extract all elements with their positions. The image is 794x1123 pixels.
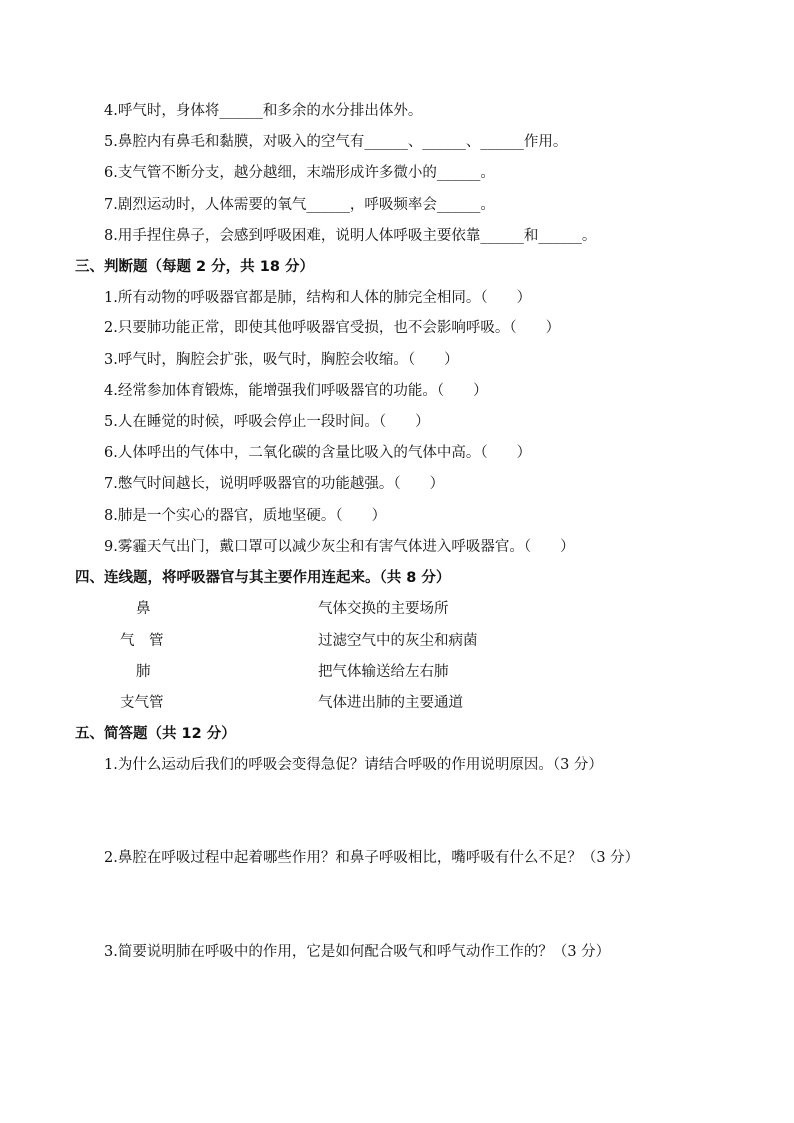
match-function-3: 把气体输送给左右肺 — [318, 664, 449, 680]
section-match-title: 四、连线题，将呼吸器官与其主要作用连起来。（共 8 分） — [75, 570, 451, 586]
fill-blank-q5: 5.鼻腔内有鼻毛和黏膜，对吸入的空气有______、______、______作用。 — [104, 134, 568, 150]
section-short-answer-title: 五、简答题（共 12 分） — [75, 726, 236, 742]
fill-blank-q8: 8.用手捏住鼻子，会感到呼吸困难，说明人体呼吸主要依靠______和______。 — [104, 228, 597, 244]
short-answer-q1: 1.为什么运动后我们的呼吸会变得急促？请结合呼吸的作用说明原因。（3 分） — [104, 757, 603, 773]
judge-q7: 7.憋气时间越长，说明呼吸器官的功能越强。（ ） — [104, 476, 445, 492]
judge-q6: 6.人体呼出的气体中，二氧化碳的含量比吸入的气体中高。（ ） — [104, 445, 532, 461]
fill-blank-q4: 4.呼气时，身体将______和多余的水分排出体外。 — [104, 103, 423, 119]
match-function-1: 气体交换的主要场所 — [318, 601, 449, 617]
short-answer-q2: 2.鼻腔在呼吸过程中起着哪些作用？和鼻子呼吸相比，嘴呼吸有什么不足？（3 分） — [104, 850, 640, 866]
match-organ-lung: 肺 — [136, 664, 151, 680]
judge-q4: 4.经常参加体育锻炼，能增强我们呼吸器官的功能。（ ） — [104, 383, 488, 399]
judge-q3: 3.呼气时，胸腔会扩张，吸气时，胸腔会收缩。（ ） — [104, 352, 459, 368]
judge-q1: 1.所有动物的呼吸器官都是肺，结构和人体的肺完全相同。（ ） — [104, 290, 532, 306]
section-judge-title: 三、判断题（每题 2 分，共 18 分） — [75, 259, 314, 275]
judge-q9: 9.雾霾天气出门，戴口罩可以减少灰尘和有害气体进入呼吸器官。（ ） — [104, 539, 575, 555]
match-function-4: 气体进出肺的主要通道 — [318, 695, 463, 711]
judge-q5: 5.人在睡觉的时候，呼吸会停止一段时间。（ ） — [104, 414, 430, 430]
match-organ-trachea: 气 管 — [120, 633, 164, 649]
short-answer-q3: 3.简要说明肺在呼吸中的作用，它是如何配合吸气和呼气动作工作的？（3 分） — [104, 944, 611, 960]
fill-blank-q6: 6.支气管不断分支，越分越细，末端形成许多微小的______。 — [104, 165, 495, 181]
match-organ-nose: 鼻 — [136, 601, 151, 617]
fill-blank-q7: 7.剧烈运动时，人体需要的氧气______，呼吸频率会______。 — [104, 197, 495, 213]
match-organ-bronchi: 支气管 — [120, 695, 164, 711]
judge-q2: 2.只要肺功能正常，即使其他呼吸器官受损，也不会影响呼吸。（ ） — [104, 320, 561, 336]
match-function-2: 过滤空气中的灰尘和病菌 — [318, 633, 478, 649]
judge-q8: 8.肺是一个实心的器官，质地坚硬。（ ） — [104, 508, 387, 524]
